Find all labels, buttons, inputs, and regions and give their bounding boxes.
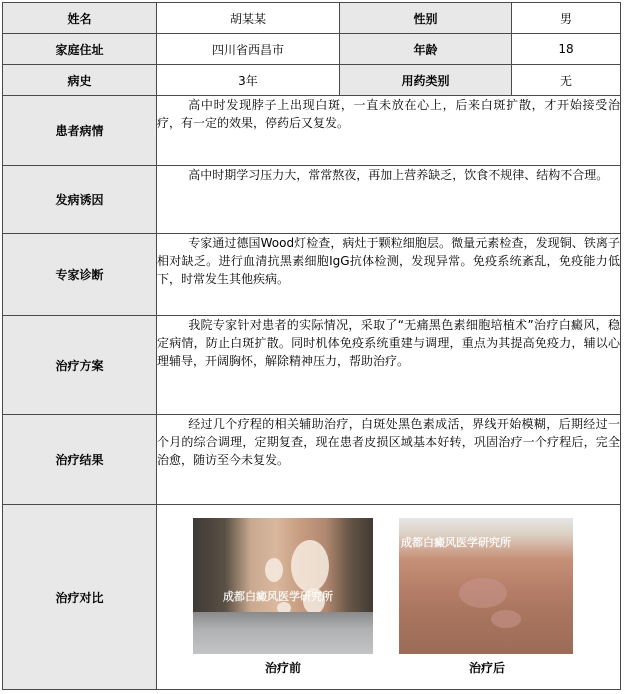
diagnosis-text: 专家通过德国Wood灯检查，病灶于颗粒细胞层。微量元素检查，发现铜、铁离子相对缺乏。进行血清抗黑素细胞IgG抗体检测，发现异常。免疫系统紊乱，免疫能力低下，时常发生其他疾病。 (157, 234, 621, 316)
plan-label: 治疗方案 (3, 316, 157, 415)
name-value: 胡某某 (157, 3, 340, 34)
plan-row (3, 316, 621, 415)
condition-row (3, 96, 621, 166)
history-value: 3年 (157, 65, 340, 96)
cause-label: 发病诱因 (3, 166, 157, 234)
medication-label: 用药类别 (340, 65, 512, 96)
vitiligo-patch (265, 558, 283, 582)
gender-value: 男 (512, 3, 621, 34)
healed-area (491, 610, 521, 628)
after-treatment-photo (399, 518, 573, 654)
vitiligo-patch (291, 540, 329, 592)
photo-watermark: 成都白癜风医学研究所 (223, 590, 333, 603)
after-caption: 治疗后 (468, 661, 505, 675)
before-treatment-photo (193, 518, 373, 654)
history-label: 病史 (3, 65, 157, 96)
cause-text: 高中时期学习压力大，常常熬夜，再加上营养缺乏，饮食不规律、结构不合理。 (157, 166, 621, 234)
condition-text: 高中时发现脖子上出现白斑，一直未放在心上，后来白斑扩散，才开始接受治疗，有一定的效果，停药后又复发。 (157, 96, 621, 166)
gender-label: 性别 (340, 3, 512, 34)
age-label: 年龄 (340, 34, 512, 65)
plan-text: 我院专家针对患者的实际情况，采取了“无痛黑色素细胞培植术”治疗白癜风，稳定病情，防止白斑扩散。同时机体免疫系统重建与调理，重点为其提高免疫力，辅以心理辅导，开阔胸怀，解除精神压力，帮助治疗。 (157, 316, 621, 415)
comparison-label: 治疗对比 (3, 505, 157, 690)
before-caption: 治疗前 (264, 661, 301, 675)
comparison-cell (157, 505, 621, 690)
diagnosis-label: 专家诊断 (3, 234, 157, 316)
result-label: 治疗结果 (3, 415, 157, 505)
cause-row (3, 166, 621, 234)
address-value: 四川省西昌市 (157, 34, 340, 65)
history-row (3, 65, 621, 96)
name-label: 姓名 (3, 3, 157, 34)
result-text: 经过几个疗程的相关辅助治疗，白斑处黑色素成活，界线开始模糊，后期经过一个月的综合调理，定期复查，现在患者皮损区域基本好转，巩固治疗一个疗程后，完全治愈，随访至今未复发。 (157, 415, 621, 505)
age-value: 18 (512, 34, 621, 65)
healed-area (459, 578, 507, 608)
medication-value: 无 (512, 65, 621, 96)
shirt-collar (193, 612, 373, 654)
photo-watermark: 成都白癜风医学研究所 (401, 536, 511, 549)
patient-record-table (2, 2, 621, 690)
result-row (3, 415, 621, 505)
condition-label: 患者病情 (3, 96, 157, 166)
address-label: 家庭住址 (3, 34, 157, 65)
name-row (3, 3, 621, 34)
comparison-photos (157, 505, 620, 688)
diagnosis-row (3, 234, 621, 316)
comparison-row (3, 505, 621, 690)
address-row (3, 34, 621, 65)
